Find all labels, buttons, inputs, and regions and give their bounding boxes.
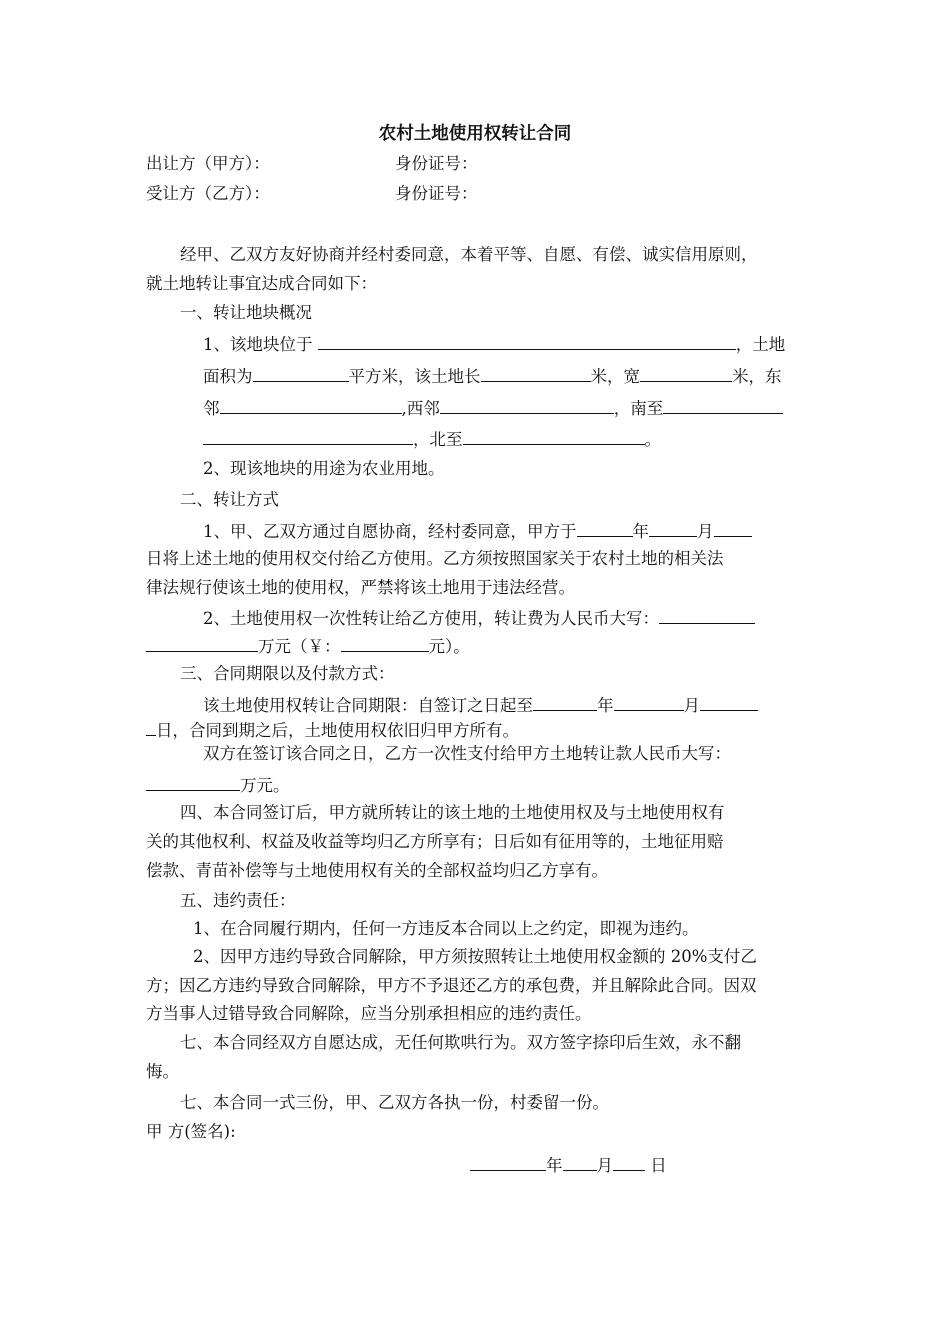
- section-5-item-2-line-1: 2、因甲方违约导致合同解除，甲方须按照转让土地使用权金额的 20%支付乙: [193, 947, 757, 966]
- signature-day-blank[interactable]: [613, 1153, 645, 1171]
- party-b-label: 受让方（乙方）：: [146, 184, 270, 203]
- east-char: 邻: [203, 399, 220, 418]
- area-blank[interactable]: [253, 364, 349, 382]
- section-7a-line-1: 七、本合同经双方自愿达成，无任何欺哄行为。双方签字捺印后生效，永不翻: [180, 1033, 741, 1052]
- fee-number-blank[interactable]: [341, 634, 429, 652]
- fee-words-blank-cont[interactable]: [146, 634, 258, 652]
- section-1-heading: 一、转让地块概况: [180, 303, 312, 322]
- section-1-item-1-line-3: [203, 396, 783, 420]
- north-label: ，北至: [413, 430, 463, 449]
- transfer-month-blank[interactable]: [649, 519, 697, 537]
- term-year-blank[interactable]: [533, 693, 597, 711]
- transfer-year-label: 年: [632, 522, 649, 541]
- yuan-close-label: 元）。: [428, 637, 470, 656]
- transfer-day-blank[interactable]: [714, 519, 752, 537]
- sqm-label: 平方米，该土地长: [348, 367, 481, 386]
- signature-year-label: 年: [546, 1156, 563, 1175]
- south-blank[interactable]: [663, 396, 783, 414]
- section-5-heading: 五、违约责任：: [180, 891, 296, 910]
- section-2-item-1-line-3: 律法规行使该土地的使用权，严禁将该土地用于违法经营。: [146, 578, 575, 597]
- payment-unit: 万元。: [240, 776, 290, 795]
- south-label: ，南至: [613, 399, 664, 418]
- section-3-heading: 三、合同期限以及付款方式：: [180, 664, 395, 683]
- section-5-item-2-line-3: 方当事人过错导致合同解除，应当分别承担相应的违约责任。: [146, 1004, 592, 1023]
- signature-day-label: 日: [645, 1156, 667, 1175]
- width-blank[interactable]: [640, 364, 732, 382]
- section-3-payment-line-1: 双方在签订该合同之日，乙方一次性支付给甲方土地转让款人民币大写：: [203, 744, 731, 763]
- section-1-item-2: 2、现该地块的用途为农业用地。: [203, 459, 445, 478]
- location-blank[interactable]: [318, 332, 736, 350]
- south-blank-cont[interactable]: [203, 427, 413, 445]
- section-2-item-2-line-2: [146, 634, 470, 658]
- section-5-item-1: 1、在合同履行期内，任何一方违反本合同以上之约定，即视为违约。: [193, 919, 699, 938]
- section-7b-line-1: 七、本合同一式三份，甲、乙双方各执一份，村委留一份。: [180, 1093, 609, 1112]
- section-5-item-2-line-2: 方；因乙方违约导致合同解除，甲方不予退还乙方的承包费，并且解除此合同。因双: [146, 976, 757, 995]
- signature-date: [470, 1153, 667, 1177]
- area-label: 面积为: [203, 367, 253, 386]
- north-period: 。: [644, 430, 661, 449]
- section-2-item-2-line-1: [203, 606, 755, 630]
- fee-prefix: 2、土地使用权一次性转让给乙方使用，转让费为人民币大写：: [203, 609, 659, 628]
- section-2-heading: 二、转让方式: [180, 490, 279, 509]
- term-prefix: 该土地使用权转让合同期限：自签订之日起至: [203, 696, 533, 715]
- section-3-term-line-1: [203, 693, 758, 717]
- width-label: 米，宽: [590, 367, 640, 386]
- section-1-item-1-line-4: [203, 427, 661, 451]
- page-title: 农村土地使用权转让合同: [378, 124, 572, 144]
- length-blank[interactable]: [481, 364, 591, 382]
- term-month-blank[interactable]: [614, 693, 684, 711]
- transfer-date-prefix: 1、甲、乙双方通过自愿协商，经村委同意，甲方于: [203, 522, 577, 541]
- signature-month-label: 月: [596, 1156, 613, 1175]
- term-day-blank[interactable]: [700, 693, 758, 711]
- section-7a-line-2: 悔。: [146, 1062, 179, 1081]
- party-a-id-label: 身份证号：: [395, 154, 478, 173]
- east-label: 米，东: [732, 367, 782, 386]
- section-1-item-1-line-1: [203, 332, 785, 356]
- term-line-2-text: 日，合同到期之后，土地使用权依旧归甲方所有。: [156, 721, 519, 740]
- west-blank[interactable]: [440, 396, 614, 414]
- signature-month-blank[interactable]: [563, 1153, 597, 1171]
- term-day-blank-cont[interactable]: [146, 718, 156, 736]
- west-label: ,西邻: [401, 399, 440, 418]
- wan-yuan-label: 万元（￥：: [258, 637, 341, 656]
- section-4-line-2: 关的其他权利、权益及收益等均归乙方所享有；日后如有征用等的，土地征用赔: [146, 832, 724, 851]
- section-2-item-1-line-2: 日将上述土地的使用权交付给乙方使用。乙方须按照国家关于农村土地的相关法: [146, 549, 724, 568]
- fee-words-blank[interactable]: [659, 606, 755, 624]
- term-month-label: 月: [683, 696, 700, 715]
- signature-year-blank[interactable]: [470, 1153, 546, 1171]
- section-2-item-1-line-1: [203, 519, 752, 543]
- term-year-label: 年: [597, 696, 614, 715]
- section-4-line-3: 偿款、青苗补偿等与土地使用权有关的全部权益均归乙方享有。: [146, 861, 608, 880]
- section-1-item-1-line-2: [203, 364, 782, 388]
- section-4-line-1: 四、本合同签订后，甲方就所转让的该土地的土地使用权及与土地使用权有: [180, 803, 725, 822]
- intro-line-2: 就土地转让事宜达成合同如下：: [146, 274, 377, 293]
- location-prefix: 1、该地块位于: [203, 335, 313, 354]
- transfer-month-label: 月: [697, 522, 714, 541]
- east-blank[interactable]: [220, 396, 402, 414]
- section-3-payment-line-2: [146, 773, 290, 797]
- party-b-id-label: 身份证号：: [395, 184, 478, 203]
- party-a-label: 出让方（甲方）：: [146, 154, 270, 173]
- party-a-signature-label: 甲 方(签名):: [146, 1122, 236, 1141]
- transfer-year-blank[interactable]: [577, 519, 633, 537]
- section-3-term-line-2: [146, 718, 519, 742]
- north-blank[interactable]: [463, 427, 645, 445]
- payment-blank[interactable]: [146, 773, 240, 791]
- intro-line-1: 经甲、乙双方友好协商并经村委同意，本着平等、自愿、有偿、诚实信用原则，: [180, 245, 758, 264]
- land-label: ，土地: [735, 335, 786, 354]
